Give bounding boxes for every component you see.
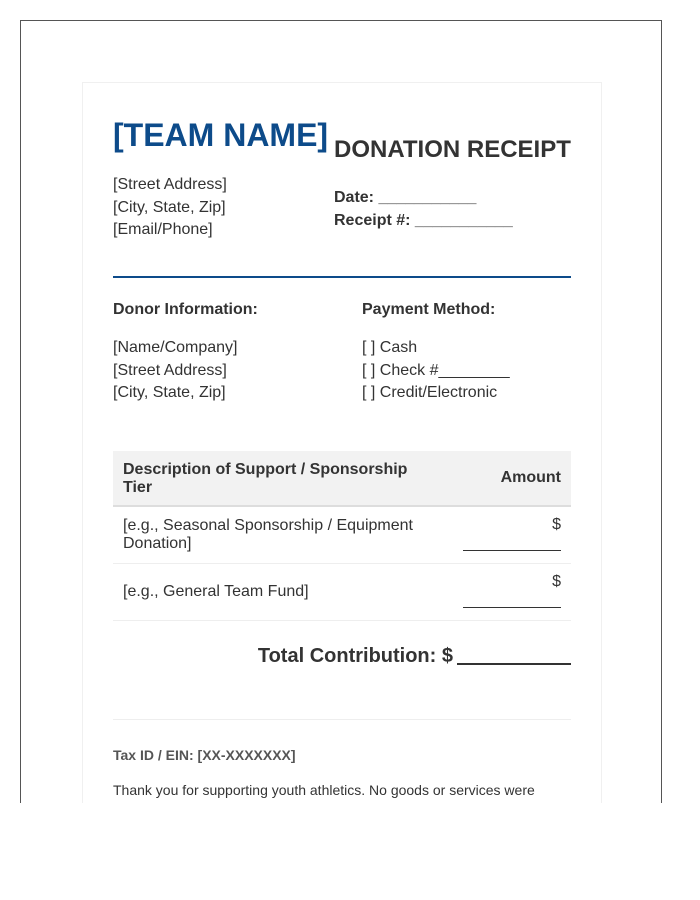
payment-method-list (362, 337, 510, 405)
table-row (113, 507, 571, 564)
row-amount (433, 564, 571, 620)
receipt-meta (334, 186, 513, 232)
payment-option-check: [ ] Check #________ (362, 361, 510, 379)
column-header-amount: Amount (500, 469, 561, 486)
donor-info-list (113, 337, 238, 405)
donor-street: [Street Address] (113, 361, 227, 379)
row-amount (433, 507, 571, 563)
payment-option-cash: [ ] Cash (362, 339, 418, 356)
donor-city: [City, State, Zip] (113, 384, 226, 401)
row-description: [e.g., Seasonal Sponsorship / Equipment Donation] (123, 517, 413, 552)
receipt-number-field: Receipt #: ___________ (334, 212, 513, 229)
thank-you-note: Thank you for supporting youth athletics. No goods or services were (113, 782, 535, 798)
header-divider (113, 276, 571, 278)
total-blank-line (457, 663, 571, 665)
support-table (113, 451, 571, 621)
donor-info-heading: Donor Information: (113, 301, 258, 318)
donor-name: [Name/Company] (113, 339, 238, 356)
team-name: [TEAM NAME] (113, 117, 329, 153)
document-viewport (20, 20, 662, 803)
row-amount-currency: $ (552, 516, 561, 533)
address-line-street: [Street Address] (113, 176, 227, 193)
tax-id: Tax ID / EIN: [XX-XXXXXXX] (113, 747, 296, 763)
receipt-page (82, 82, 602, 803)
payment-option-credit: [ ] Credit/Electronic (362, 384, 498, 401)
table-header (113, 451, 571, 507)
row-description: [e.g., General Team Fund] (123, 583, 309, 600)
total-contribution-label: Total Contribution: $ (257, 645, 453, 667)
amount-blank-line (463, 607, 561, 608)
column-header-description: Description of Support / Sponsorship Tier (123, 461, 408, 496)
total-contribution (113, 644, 571, 668)
table-row (113, 564, 571, 621)
payment-method-heading: Payment Method: (362, 301, 496, 318)
row-amount-currency: $ (552, 573, 561, 590)
date-field: Date: ___________ (334, 189, 477, 206)
address-line-contact: [Email/Phone] (113, 221, 213, 238)
organization-address (113, 174, 227, 242)
receipt-title: DONATION RECEIPT (334, 136, 571, 163)
footer-divider (113, 719, 571, 720)
amount-blank-line (463, 550, 561, 551)
address-line-city: [City, State, Zip] (113, 198, 226, 216)
